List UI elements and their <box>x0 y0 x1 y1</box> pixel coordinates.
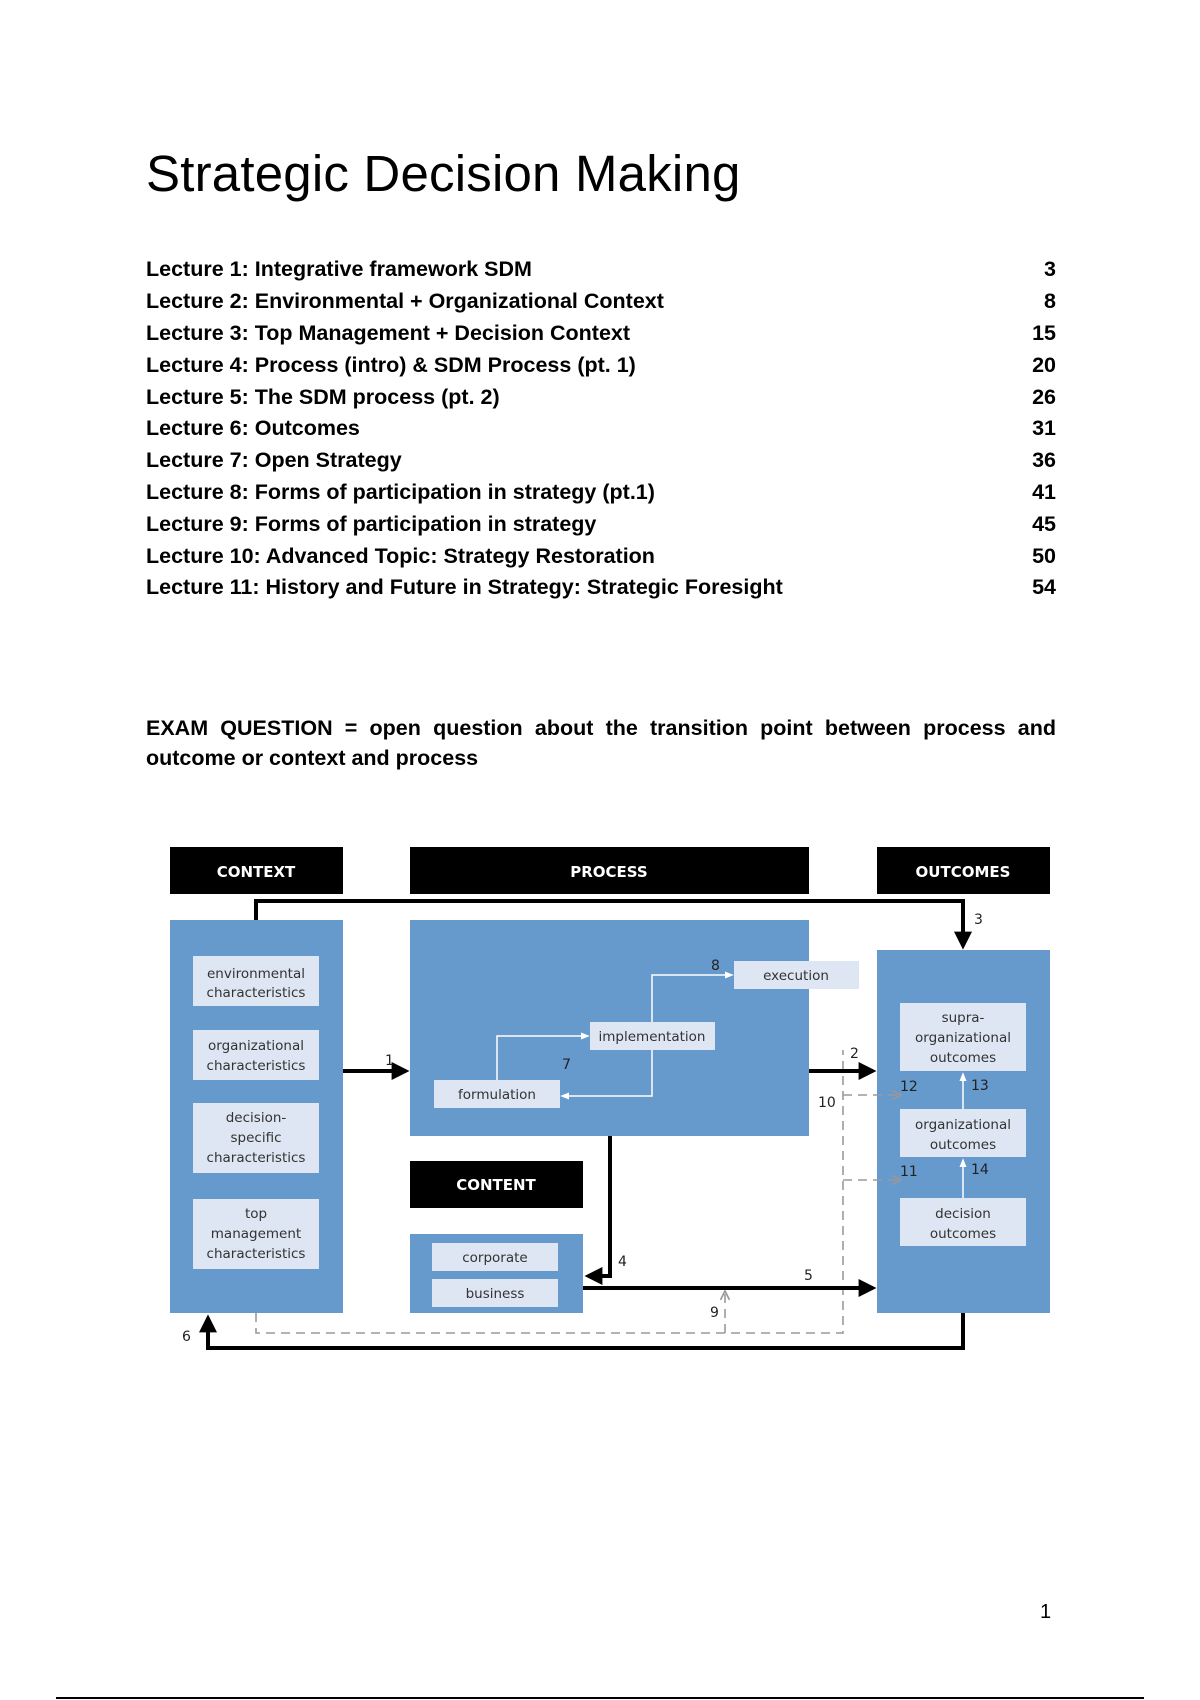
arrow-number-10: 10 <box>818 1095 836 1111</box>
svg-text:environmental: environmental <box>206 966 306 982</box>
svg-text:organizational: organizational <box>915 1117 1011 1133</box>
svg-text:management: management <box>210 1226 302 1242</box>
arrow-number-14: 14 <box>971 1162 989 1178</box>
svg-text:top: top <box>244 1206 268 1222</box>
toc-entry-label: Lecture 4: Process (intro) & SDM Process (pt. 1) <box>146 352 636 377</box>
svg-text:execution: execution <box>763 968 829 984</box>
context-item-environmental <box>193 956 319 1006</box>
arrow-number-12: 12 <box>900 1079 918 1095</box>
svg-text:characteristics: characteristics <box>206 1058 306 1074</box>
toc-entry-label: Lecture 10: Advanced Topic: Strategy Restoration <box>146 543 655 568</box>
svg-text:specific: specific <box>230 1130 282 1146</box>
toc-entry-page: 8 <box>1044 289 1056 314</box>
context-item-organizational <box>193 1030 319 1080</box>
arrow-number-4: 4 <box>618 1254 627 1270</box>
arrow-number-13: 13 <box>971 1078 989 1094</box>
svg-text:characteristics: characteristics <box>206 1246 306 1262</box>
svg-text:characteristics: characteristics <box>206 1150 306 1166</box>
process-header-label: PROCESS <box>570 863 648 881</box>
arrow-6 <box>208 1313 963 1348</box>
page-bottom-rule <box>56 1697 1144 1699</box>
svg-text:supra-: supra- <box>941 1010 985 1026</box>
process-item-execution <box>734 961 859 989</box>
page-number: 1 <box>1040 1601 1052 1623</box>
toc-entry-page: 45 <box>1032 511 1056 536</box>
svg-text:outcomes: outcomes <box>929 1226 997 1242</box>
process-item-implementation <box>590 1022 715 1050</box>
outcome-item-supra-organizational <box>900 1003 1026 1071</box>
document-title: Strategic Decision Making <box>146 145 741 202</box>
context-header-label: CONTEXT <box>216 863 296 881</box>
svg-text:implementation: implementation <box>598 1029 706 1045</box>
svg-text:corporate: corporate <box>462 1250 528 1266</box>
svg-text:organizational: organizational <box>208 1038 304 1054</box>
svg-text:outcomes: outcomes <box>929 1137 997 1153</box>
toc-entry-page: 36 <box>1032 448 1056 473</box>
arrow-number-7: 7 <box>562 1057 571 1073</box>
toc-entry-page: 15 <box>1032 320 1056 345</box>
context-item-top-management <box>193 1199 319 1269</box>
arrow-number-11: 11 <box>900 1164 918 1180</box>
toc-entry-label: Lecture 3: Top Management + Decision Context <box>146 320 631 345</box>
context-item-decision-specific <box>193 1103 319 1173</box>
toc-entry-page: 41 <box>1032 479 1056 504</box>
context-header <box>170 847 343 894</box>
arrow-number-2: 2 <box>850 1046 859 1062</box>
toc-entry-page: 31 <box>1032 416 1056 441</box>
outcomes-header <box>877 847 1050 894</box>
toc-entry-label: Lecture 2: Environmental + Organizational Context <box>146 289 664 314</box>
arrow-number-1: 1 <box>385 1053 394 1069</box>
svg-text:formulation: formulation <box>458 1087 536 1103</box>
toc-entry-label: Lecture 6: Outcomes <box>146 416 360 441</box>
svg-text:characteristics: characteristics <box>206 985 306 1001</box>
content-header <box>410 1161 583 1208</box>
arrow-number-9: 9 <box>710 1305 719 1321</box>
outcome-item-organizational <box>900 1109 1026 1157</box>
svg-text:organizational: organizational <box>915 1030 1011 1046</box>
toc-entry-page: 50 <box>1032 543 1056 568</box>
svg-text:decision: decision <box>935 1206 991 1222</box>
toc-entry-label: Lecture 9: Forms of participation in strategy <box>146 511 597 536</box>
content-item-business <box>432 1279 558 1307</box>
toc-entry-label: Lecture 8: Forms of participation in strategy (pt.1) <box>146 479 655 504</box>
toc-entry-page: 20 <box>1032 352 1056 377</box>
arrow-number-8: 8 <box>711 958 720 974</box>
content-item-corporate <box>432 1243 558 1271</box>
process-item-formulation <box>434 1080 560 1108</box>
outcome-item-decision <box>900 1198 1026 1246</box>
svg-text:decision-: decision- <box>225 1110 287 1126</box>
exam-question: EXAM QUESTION = open question about the transition point between process and outcome or context and process <box>146 716 1056 770</box>
content-header-label: CONTENT <box>456 1176 536 1194</box>
svg-text:outcomes: outcomes <box>929 1050 997 1066</box>
toc-entry-label: Lecture 7: Open Strategy <box>146 448 402 473</box>
toc-entry-label: Lecture 11: History and Future in Strategy: Strategic Foresight <box>146 575 783 600</box>
toc-entry-page: 54 <box>1032 575 1056 600</box>
toc-entry-page: 3 <box>1044 257 1056 282</box>
arrow-number-5: 5 <box>804 1268 813 1284</box>
arrow-number-6: 6 <box>182 1329 191 1345</box>
svg-text:business: business <box>465 1286 525 1302</box>
outcomes-header-label: OUTCOMES <box>915 863 1011 881</box>
arrow-number-3: 3 <box>974 912 983 928</box>
toc-entry-page: 26 <box>1032 384 1056 409</box>
arrow-4 <box>588 1136 610 1276</box>
toc-entry-label: Lecture 5: The SDM process (pt. 2) <box>146 384 500 409</box>
process-header <box>410 847 809 894</box>
toc-entry-label: Lecture 1: Integrative framework SDM <box>146 257 532 282</box>
